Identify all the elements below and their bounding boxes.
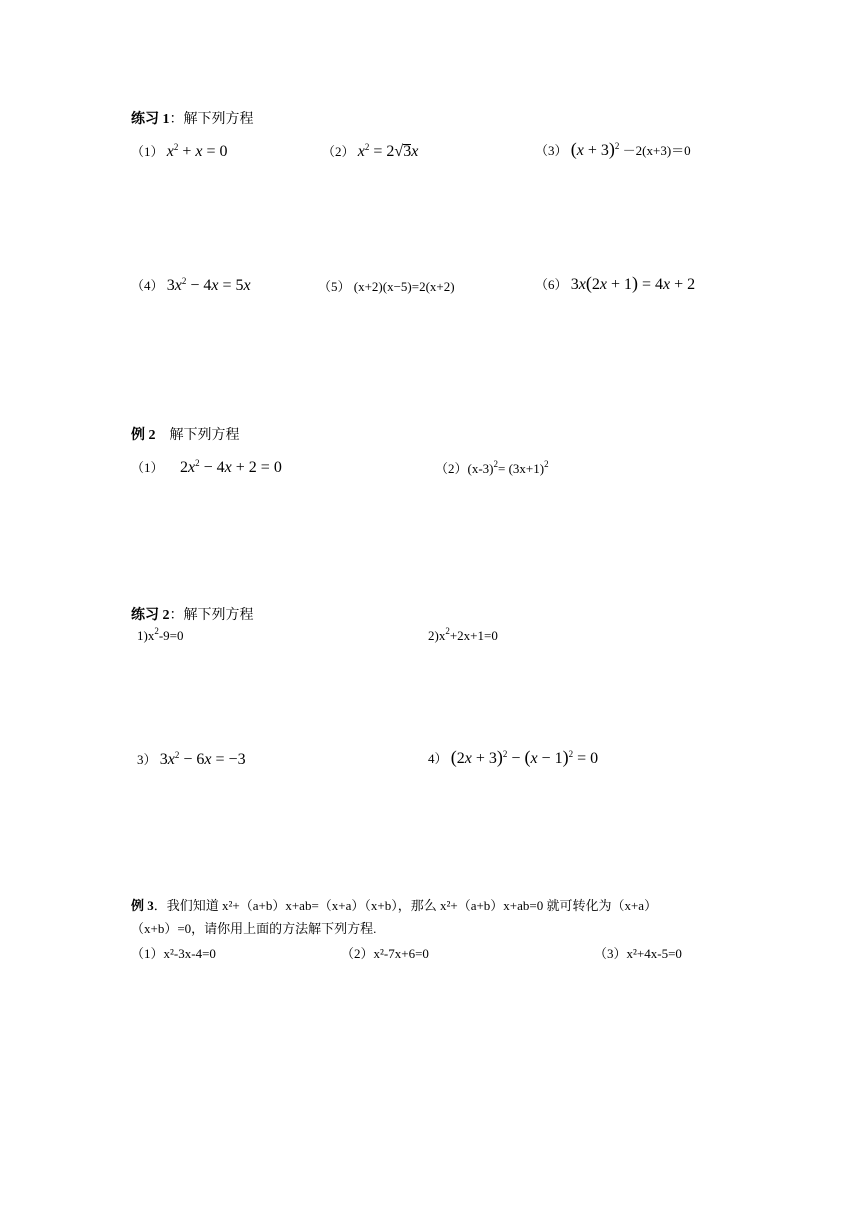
- example3-item-1: （1）x²-3x-4=0: [131, 946, 216, 961]
- example3-item-2: （2）x²-7x+6=0: [341, 946, 429, 961]
- practice1-item-5: （5） (x+2)(x−5)=2(x+2): [318, 279, 455, 294]
- practice1-item-1: （1） $x^2 + x = 0$: [131, 142, 228, 160]
- practice2-item-2: $2)x^2+2x+1=0$: [428, 626, 498, 643]
- practice1-item-4: （4） $3x^2 - 4x = 5x$: [131, 276, 251, 294]
- practice1-item-2: （2） $x^2 = 2√3x$: [322, 142, 419, 160]
- example3-item-3: （3）x²+4x-5=0: [594, 946, 682, 961]
- practice2-heading: 练习 2：解下列方程: [131, 608, 254, 623]
- example2-item-1: （1） $2x^2 - 4x + 2 = 0$: [131, 458, 282, 476]
- practice1-item-6: （6） 3x(2x + 1) = 4x + 2: [535, 273, 696, 293]
- example2-item-2: $(2)(x-3)^2= (3x+1)^2$: [435, 459, 549, 476]
- practice1-heading: 练习 1：解下列方程: [131, 112, 254, 127]
- practice1-item-3: （3） $(x + 3)^2 -2(x+3)=0$: [535, 139, 691, 159]
- practice2-item-4: 4） $(2x + 3)^2 - (x - 1)^2 = 0$: [428, 747, 599, 767]
- example3-text: 例 3．我们知道 x²+（a+b）x+ab=（x+a）（x+b），那么 x²+（a+b）x+ab=0 就可转化为（x+a） （x+b）=0，请你用上面的方法解下列方程.: [131, 898, 658, 936]
- practice2-item-1: $1)x^2-9=0$: [137, 626, 184, 643]
- example2-heading: 例 2 解下列方程: [131, 428, 240, 443]
- practice2-item-3: 3） $3x^2 - 6x = -3$: [137, 750, 246, 768]
